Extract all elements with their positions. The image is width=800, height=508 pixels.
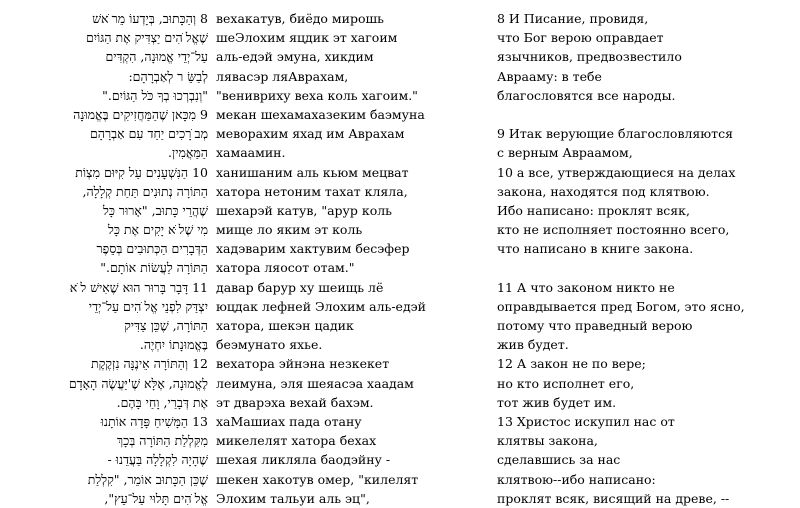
- hebrew-line: אֶת דְּבָרַי, וָחַי בָּהֶם.: [116, 394, 208, 410]
- transliteration-line: Элохим тальуи аль эц",: [216, 490, 370, 506]
- hebrew-line: לְבַשֵּׂ ר לְאַבְרָהָם:: [128, 68, 208, 84]
- russian-line: потому что праведный верою: [497, 318, 693, 333]
- transliteration-line: вехатора эйнэна незкекет: [216, 356, 390, 372]
- hebrew-line: שֶׁהֲרֵי כָּתוּב, "אָרוּר כָּל: [103, 202, 208, 218]
- russian-line: оправдывается пред Богом, это ясно,: [497, 298, 745, 314]
- hebrew-line: יִצְדַּק לִפְנֵי אֱל ֹהִים עַל־יְדֵי: [88, 298, 208, 314]
- russian-line: Ибо написано: проклят всяк,: [497, 202, 690, 218]
- transliteration-line: хаМашиах пада отану: [216, 413, 362, 429]
- hebrew-line: עַל־יְדֵי אֱמוּנָה, הִקְדִּים: [105, 49, 208, 65]
- hebrew-line: מִקִּלְלַת הַתּוֹרָה בְּכָךְ: [117, 433, 208, 449]
- hebrew-line: 10 הַנִּשְׁעָנִים עַל קִיּוּם מִצְוֹת: [75, 164, 208, 180]
- transliteration-line: леимуна, эля шеяасэа хаадам: [216, 375, 414, 391]
- hebrew-line: 11 דָּבָר בָּרוּר הוּא שֶׁאִישׁ ל ֹא: [69, 279, 208, 295]
- hebrew-line: "וְנִבְרְכוּ בְךָ כֹּל הַגּוֹיִם.": [102, 87, 208, 103]
- russian-line: 10 а все, утверждающиеся на делах: [497, 164, 736, 180]
- transliteration-line: вехакатув, биёдо мирошь: [216, 11, 384, 26]
- hebrew-line: 13 הַמָּשִׁיחַ פָּדָה אוֹתָנוּ: [100, 413, 208, 429]
- hebrew-line: שֶׁאֱל ֹהִים יַצְדִּיק אֶת הַגּוֹיִם: [85, 30, 208, 46]
- transliteration-line: ханишаним аль кьюм мецват: [216, 164, 409, 180]
- russian-line: проклят всяк, висящий на древе, --: [497, 490, 730, 506]
- russian-line: клятвою--ибо написано:: [497, 471, 656, 487]
- transliteration-line: юцдак лефней Элохим аль-едэй: [216, 298, 426, 314]
- hebrew-line: מְב ֹרָכִים יַחַד עִם אַבְרָהָם: [89, 126, 208, 142]
- hebrew-line: אֱל ֹהִים תָּלוּי עַל־עֵץ",: [104, 490, 208, 506]
- hebrew-line: בֶּאֱמוּנָתוֹ יִחְיֶה.: [139, 337, 208, 353]
- russian-line: 8 И Писание, провидя,: [497, 11, 649, 26]
- russian-line: 12 А закон не по вере;: [497, 356, 646, 372]
- transliteration-line: эт дварэха вехай бахэм.: [216, 394, 374, 410]
- hebrew-line: הַמַּאֲמִין.: [168, 145, 208, 161]
- transliteration-line: шехая ликляла баодэйну -: [216, 452, 391, 468]
- hebrew-line: הַתּוֹרָה נְתוּנִים תַּחַת קְלָלָה,: [82, 183, 208, 199]
- russian-line: клятвы закона,: [497, 433, 598, 449]
- hebrew-column: [8, 9, 208, 508]
- transliteration-line: хамаамин.: [216, 145, 286, 161]
- transliteration-line: мище ло яким эт коль: [216, 222, 363, 238]
- hebrew-line: 12 וְהַתּוֹרָה אֵינֶנָּה נִזְקֶקֶת: [90, 356, 208, 372]
- transliteration-line: аль-едэй эмуна, хикдим: [216, 49, 374, 65]
- transliteration-line: шеЭлохим яцдик эт хагоим: [216, 30, 398, 46]
- transliteration-line: "венивриху веха коль хагоим.": [216, 87, 418, 103]
- transliteration-line: давар барур ху шеищь лё: [216, 279, 384, 295]
- transliteration-line: хатора, шекэн цадик: [216, 318, 354, 333]
- transliteration-line: беэмунато яхье.: [216, 337, 323, 353]
- russian-line: закона, находятся под клятвою.: [497, 183, 710, 199]
- hebrew-line: שֶׁכֵּן הַכָּתוּב אוֹמֵר, "קִלְלַת: [87, 471, 208, 487]
- transliteration-line: хадэварим хактувим бесэфер: [216, 241, 410, 257]
- transliteration-line: мекан шехамахазеким баэмуна: [216, 106, 425, 122]
- transliteration-line: меворахим яхад им Аврахам: [216, 126, 405, 142]
- transliteration-line: микелелят хатора бехах: [216, 433, 377, 449]
- hebrew-line: 9 מִכָּאן שֶׁהַמַּחֲזִיקִים בֶּאֱמוּנָה: [73, 106, 208, 122]
- russian-line: сделавшись за нас: [497, 452, 621, 468]
- transliteration-column: [216, 9, 456, 508]
- transliteration-line: шехарэй катув, "арур коль: [216, 202, 392, 218]
- russian-line: 13 Христос искупил нас от: [497, 413, 675, 429]
- hebrew-line: 8 וְהַכָּתוּב, בְּיָדְעוֹ מֵר ֹאשׁ: [92, 11, 208, 26]
- russian-line: 11 А что законом никто не: [497, 279, 675, 295]
- russian-column: [497, 9, 797, 508]
- russian-line: язычников, предвозвестило: [497, 49, 682, 65]
- russian-line: [497, 105, 797, 124]
- russian-line: Аврааму: в тебе: [497, 68, 602, 84]
- transliteration-line: шекен хакотув омер, "килелят: [216, 471, 419, 487]
- hebrew-line: לֶאֱמוּנָה, אֶלָּא שֶׁ'יַּעֲשֶׂה הָאָדָם: [68, 375, 208, 391]
- transliteration-line: хатора ляосот отам.": [216, 260, 355, 276]
- russian-line: кто не исполняет постоянно всего,: [497, 222, 730, 238]
- transliteration-line: хатора нетоним тахат кляла,: [216, 183, 408, 199]
- russian-line: что Бог верою оправдает: [497, 30, 664, 46]
- hebrew-line: הַתּוֹרָה, שֶׁכֵּן צַדִּיק: [124, 318, 208, 333]
- russian-line: благословятся все народы.: [497, 87, 676, 103]
- transliteration-line: лявасэр ляАврахам,: [216, 68, 349, 84]
- russian-line: что написано в книге закона.: [497, 241, 694, 257]
- russian-line: но кто исполнет его,: [497, 375, 635, 391]
- hebrew-line: שֶׁהָיָה לִקְלָלָה בַּעֲדֵנוּ -: [107, 452, 208, 468]
- hebrew-line: הַתּוֹרָה לַעֲשׂוֹת אוֹתָם.": [100, 260, 208, 276]
- hebrew-line: מִי שֶׁל ֹּא יָקִים אֶת כָּל: [107, 222, 208, 238]
- russian-line: жив будет.: [497, 337, 569, 353]
- hebrew-line: הַדְּבָרִים הַכְּתוּבִים בְּסֵפֶר: [96, 241, 208, 257]
- russian-line: [497, 258, 797, 277]
- russian-line: тот жив будет им.: [497, 394, 617, 410]
- russian-line: с верным Авраамом,: [497, 145, 633, 161]
- russian-line: 9 Итак верующие благословляются: [497, 126, 733, 142]
